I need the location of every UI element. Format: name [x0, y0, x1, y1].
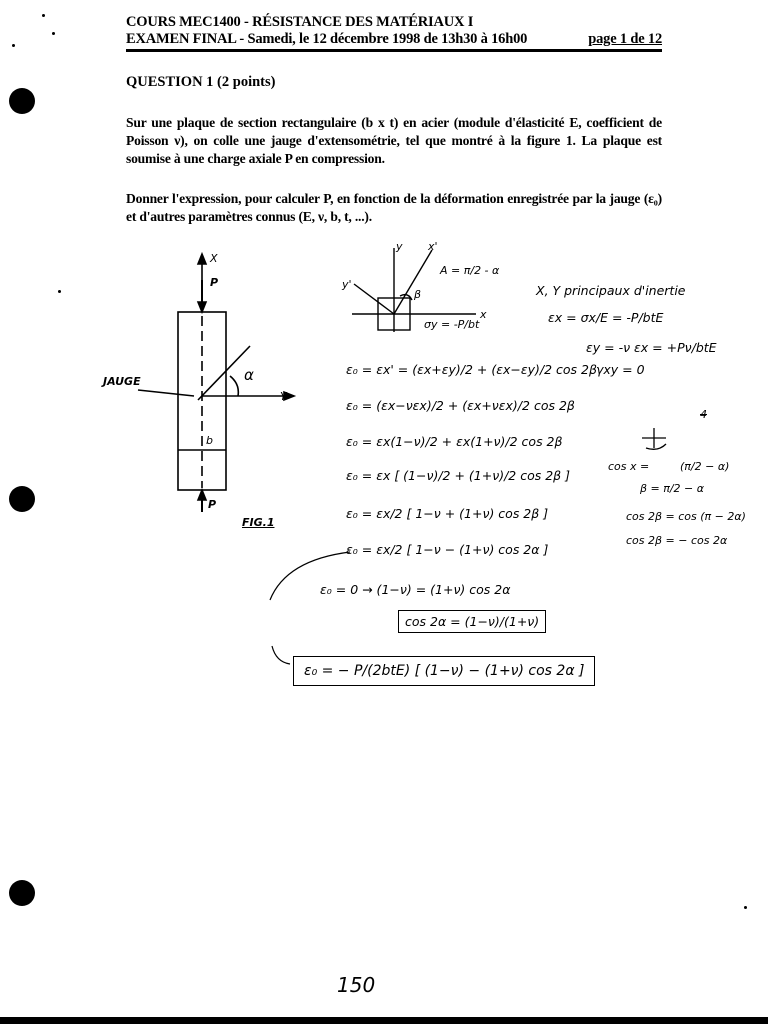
- derivation-line-5: ε₀ = εx/2 [ 1−ν + (1+ν) cos 2β ]: [346, 506, 549, 521]
- exam-subtitle: [126, 31, 662, 52]
- page-number: 150: [337, 973, 376, 997]
- binder-hole: [9, 880, 35, 906]
- jauge-label: JAUGE: [103, 375, 141, 388]
- sigma-y-label: σy = -P/bt: [424, 318, 480, 331]
- exam-date: EXAMEN FINAL - Samedi, le 12 décembre 1998 de 13h30 à 16h00: [126, 31, 528, 47]
- y-prime-label: y': [342, 278, 352, 291]
- connector-arrow: [266, 540, 356, 670]
- gauge-direction: [198, 346, 250, 400]
- course-title: COURS MEC1400 - RÉSISTANCE DES MATÉRIAUX I: [126, 14, 474, 30]
- alpha-label: α: [244, 366, 254, 384]
- question-title: QUESTION 1 (2 points): [126, 74, 276, 90]
- small-y-label: y: [396, 240, 403, 253]
- y-axis-label: Y: [280, 390, 287, 403]
- principal-note: X, Y principaux d'inertie: [536, 283, 686, 298]
- exam-header: [126, 14, 662, 52]
- derivation-line-3: ε₀ = εx(1−ν)/2 + εx(1+ν)/2 cos 2β: [346, 434, 563, 449]
- derivation-line-2: ε₀ = (εx−νεx)/2 + (εx+νεx)/2 cos 2β: [346, 398, 575, 413]
- final-answer-box: ε₀ = − P/(2btE) [ (1−ν) − (1+ν) cos 2α ]: [293, 656, 595, 686]
- figure-caption: FIG.1: [242, 516, 275, 529]
- derivation-line-4: ε₀ = εx [ (1−ν)/2 + (1+ν)/2 cos 2β ]: [346, 468, 570, 483]
- speck: [52, 32, 55, 35]
- jauge-leader: [138, 390, 194, 396]
- side-note-3: β = π/2 − α: [640, 482, 705, 495]
- cos2alpha-box: cos 2α = (1−ν)/(1+ν): [398, 610, 546, 633]
- side-note-1: cos x =: [608, 460, 650, 473]
- y-prime-axis: [354, 284, 394, 314]
- small-x-label: x: [480, 308, 487, 321]
- sketch-icon: [638, 424, 670, 452]
- page-indicator: page 1 de 12: [588, 31, 662, 47]
- zero-condition: ε₀ = 0 → (1−ν) = (1+ν) cos 2α: [320, 582, 511, 597]
- beta-label: β: [414, 288, 422, 301]
- x-prime-axis: [394, 250, 432, 314]
- question-paragraph-2: Donner l'expression, pour calculer P, en fonction de la déformation enregistrée par la jauge (ε₀) et d'autres paramètres connus (E, ν, b, t, ...).: [126, 191, 662, 224]
- figure-1-diagram: [90, 250, 310, 540]
- speck: [12, 44, 15, 47]
- scribble-note: 4: [700, 408, 707, 421]
- x-prime-label: x': [428, 240, 438, 253]
- speck: [42, 14, 45, 17]
- side-note-4: cos 2β = cos (π − 2α): [626, 510, 746, 523]
- side-note-2: (π/2 − α): [680, 460, 730, 473]
- x-axis-arrowhead: [198, 254, 206, 264]
- b-label: b: [206, 434, 213, 447]
- eq-epsilon-x: εx = σx/E = -P/btE: [548, 310, 664, 325]
- scan-bottom-edge: [0, 1017, 768, 1024]
- load-arrowhead-bottom: [198, 490, 206, 500]
- x-axis-label: X: [210, 252, 218, 265]
- question-paragraph-1: Sur une plaque de section rectangulaire (b x t) en acier (module d'élasticité E, coefficient de Poisson ν), on colle une jauge d'extensométrie, tel que montré à la figure 1. La plaque est soumise à une charge axiale P en compression.: [126, 115, 662, 166]
- load-arrowhead-top: [198, 302, 206, 312]
- binder-hole: [9, 486, 35, 512]
- derivation-line-1: ε₀ = εx' = (εx+εy)/2 + (εx−εy)/2 cos 2β: [346, 362, 597, 377]
- p-top-label: P: [210, 276, 219, 289]
- speck: [744, 906, 747, 909]
- p-bottom-label: P: [208, 498, 217, 511]
- side-note-5: cos 2β = − cos 2α: [626, 534, 728, 547]
- binder-hole: [9, 88, 35, 114]
- speck: [58, 290, 61, 293]
- eq-gamma-xy: γxy = 0: [596, 362, 645, 377]
- alpha-arc: [230, 376, 238, 396]
- a-angle-label: A = π/2 - α: [440, 264, 500, 277]
- eq-epsilon-y: εy = -ν εx = +Pν/btE: [586, 340, 717, 355]
- derivation-line-6: ε₀ = εx/2 [ 1−ν − (1+ν) cos 2α ]: [346, 542, 549, 557]
